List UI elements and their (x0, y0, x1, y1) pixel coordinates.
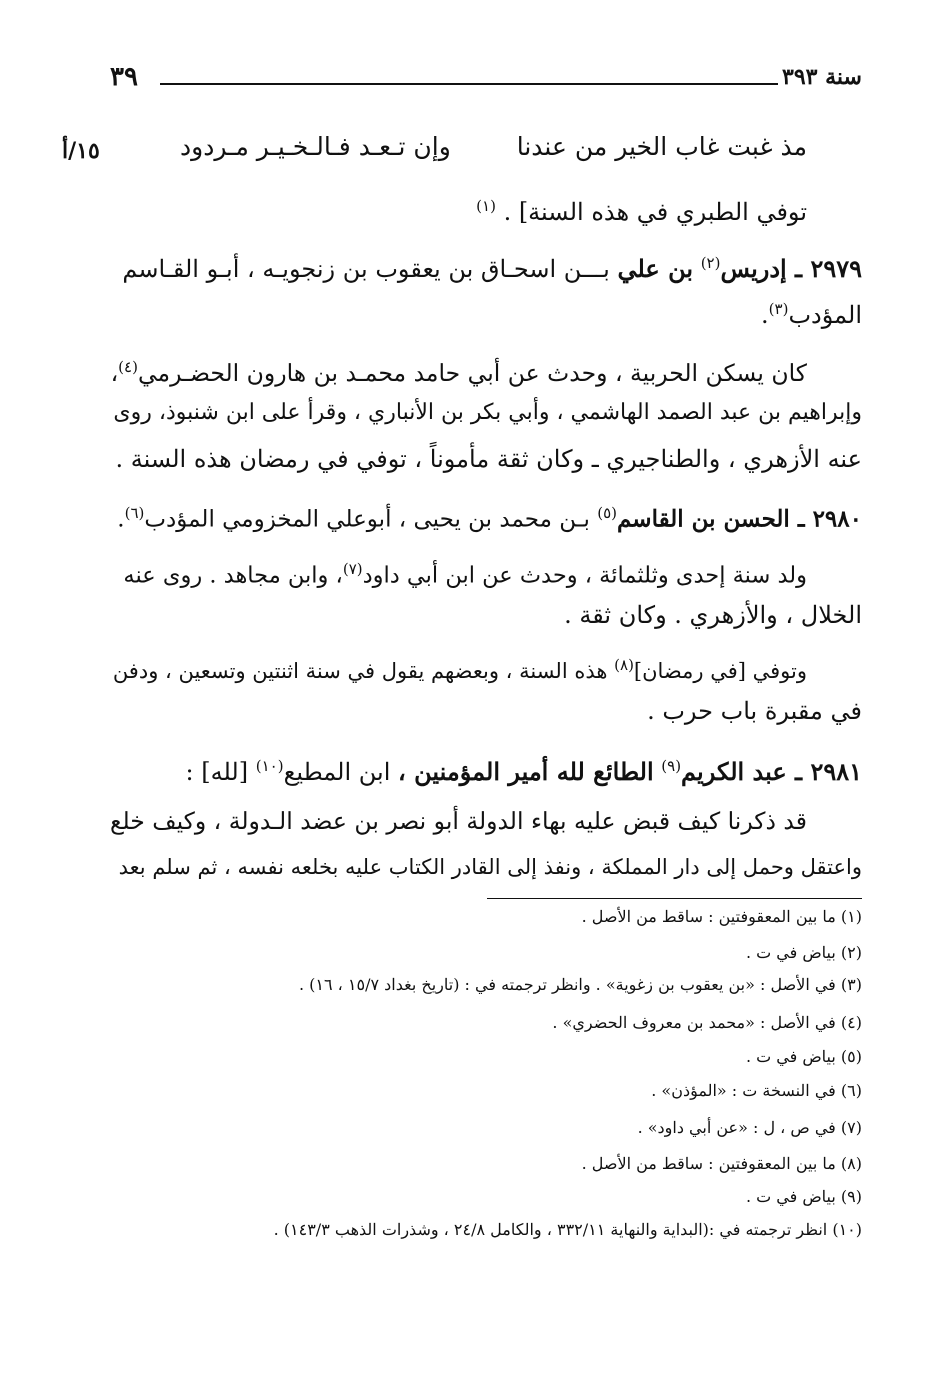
paragraph-4-line1 (110, 798, 862, 844)
line-text: المؤدب (788, 301, 862, 329)
line-text: وتوفي [في رمضان] (633, 659, 807, 683)
paragraph-1-line2: وإبراهيم بن عبد الصمد الهاشمي ، وأبي بكر بن الأنباري ، وقرأ على ابن شنبوذ، روى (113, 400, 862, 425)
footnote-ref: (٦) (124, 504, 145, 522)
line-text: ولد سنة إحدى وثلثمائة ، وحدث عن ابن أبي داود (362, 562, 807, 589)
paragraph-3-line1 (110, 642, 862, 694)
footnote-ref: (٤) (118, 358, 138, 376)
paragraph-3-line2: في مقبرة باب حرب . (647, 697, 862, 725)
footnote-ref: (٢) (700, 254, 721, 272)
footnote-ref: (٨) (614, 656, 634, 674)
footnote-ref: (٥) (597, 504, 617, 522)
footnote-3: (٣) في الأصل : «بن يعقوب بن زغوية» . وانظر ترجمته في : (تاريخ بغداد ١٥/٧ ، ١٦) . (298, 975, 862, 994)
running-head: سنة ٣٩٣ (782, 64, 862, 90)
footnote-2: (٢) بياض في ت . (745, 943, 862, 962)
footnote-separator (487, 898, 862, 899)
paragraph-4-line2: واعتقل وحمل إلى دار المملكة ، ونفذ إلى القادر الكتاب عليه بخلعه نفسه ، ثم سلم بعد (118, 855, 862, 879)
line-text: هذه السنة ، وبعضهم يقول في سنة اثنتين وتسعين ، ودفن (112, 659, 608, 683)
line-text: توفي الطبري في هذه السنة] . (503, 198, 807, 226)
footnote-ref: (١٠) (255, 757, 284, 775)
header-rule (160, 83, 778, 85)
paragraph-2-line1 (110, 546, 862, 599)
paragraph-2-line2: الخلال ، والأزهري . وكان ثقة . (564, 601, 862, 629)
paragraph-1-line1 (110, 344, 862, 396)
entry-suffix: [لله] : (185, 758, 249, 786)
entry-lineage: بـن محمد بن يحيى ، أبوعلي المخزومي المؤدب (144, 506, 590, 533)
footnote-4: (٤) في الأصل : «محمد بن معروف الحضري» . (552, 1013, 862, 1032)
entry-title: الطائع لله أمير المؤمنين ، (398, 757, 654, 786)
footnote-ref: (٩) (661, 757, 682, 775)
punctuation: ، (110, 358, 119, 387)
page-number: ٣٩ (110, 62, 138, 92)
entry-lineage: ابن المطيع (283, 758, 391, 786)
entry-2979-heading (110, 240, 862, 292)
punctuation: . (117, 506, 125, 533)
footnote-10: (١٠) انظر ترجمته في :(البداية والنهاية ٣٣٢/١١ ، والكامل ٢٤/٨ ، وشذرات الذهب ١٤٣/٣) . (273, 1220, 862, 1239)
entry-name: بن علي (617, 254, 694, 283)
punctuation: . (761, 301, 769, 329)
footnote-5: (٥) بياض في ت . (745, 1047, 862, 1066)
footnote-ref: (١) (476, 197, 496, 215)
footnote-1: (١) ما بين المعقوفتين : ساقط من الأصل . (581, 907, 862, 926)
manuscript-folio-note: ١٥/أ (62, 138, 100, 164)
paragraph-1-line3: عنه الأزهري ، والطناجيري ـ وكان ثقة مأموناً ، توفي في رمضان هذه السنة . (115, 445, 862, 473)
footnote-9: (٩) بياض في ت . (745, 1187, 862, 1206)
line-text: ، وابن مجاهد . روى عنه (123, 562, 343, 589)
entry-number: ٢٩٧٩ ـ إدريس (720, 254, 862, 283)
verse-hemistich-left: وإن تـعـد فـالـخـيـر مـردود (180, 132, 451, 161)
entry-lineage: بـــن اسحـاق بن يعقوب بن زنجويـه ، أبـو القـاسم (122, 255, 610, 283)
entry-number: ٢٩٨١ ـ عبد الكريم (681, 757, 862, 786)
entry-2981-heading (110, 743, 862, 795)
footnote-8: (٨) ما بين المعقوفتين : ساقط من الأصل . (581, 1154, 862, 1173)
footnote-7: (٧) في ص ، ل : «عن أبي داود» . (637, 1118, 862, 1137)
entry-number: ٢٩٨٠ ـ الحسن بن القاسم (617, 505, 862, 533)
entry-2980-heading (110, 490, 862, 543)
footnote-ref: (٣) (768, 300, 789, 318)
line-text: كان يسكن الحربية ، وحدث عن أبي حامد محمـد بن هارون الحضـرمي (137, 358, 807, 387)
verse-hemistich-right: مذ غبت غاب الخير من عندنا (516, 132, 807, 161)
text-line (110, 183, 862, 235)
footnote-6: (٦) في النسخة ت : «المؤذن» . (651, 1081, 862, 1100)
footnote-ref: (٧) (342, 560, 363, 578)
entry-2979-line2 (110, 286, 862, 338)
line-text: قد ذكرنا كيف قبض عليه بهاء الدولة أبو نصر بن عضد الـدولة ، وكيف خلع (109, 807, 807, 835)
